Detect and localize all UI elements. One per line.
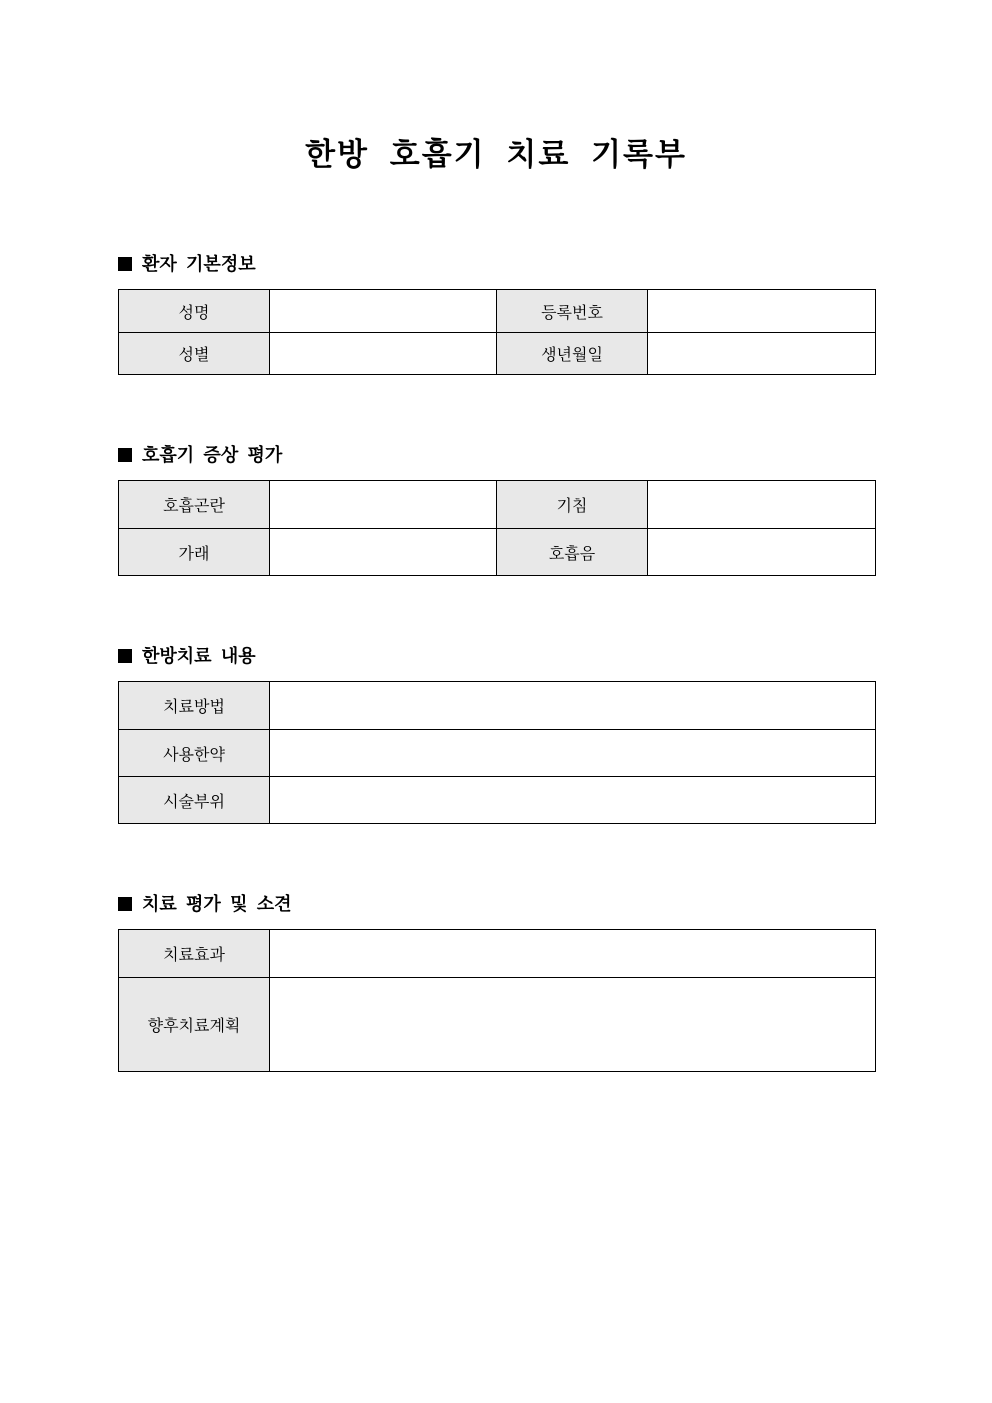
label-name: 성명	[119, 290, 270, 333]
label-treatment-site: 시술부위	[119, 777, 270, 824]
sputum-field[interactable]	[270, 529, 497, 576]
treatment-content-table	[118, 681, 876, 824]
section-heading-text: 환자 기본정보	[142, 254, 256, 275]
registration-number-field[interactable]	[648, 290, 876, 333]
square-bullet-icon	[118, 897, 132, 911]
section-heading-patient-info	[118, 253, 256, 277]
birth-date-field[interactable]	[648, 333, 876, 375]
table-row	[119, 777, 876, 824]
evaluation-table	[118, 929, 876, 1072]
table-row	[119, 290, 876, 333]
label-sputum: 가래	[119, 529, 270, 576]
section-heading-evaluation	[118, 893, 292, 917]
label-herbal-medicine: 사용한약	[119, 730, 270, 777]
dyspnea-field[interactable]	[270, 481, 497, 529]
table-row	[119, 730, 876, 777]
treatment-effect-field[interactable]	[270, 930, 876, 978]
table-row	[119, 481, 876, 529]
treatment-method-field[interactable]	[270, 682, 876, 730]
table-row	[119, 682, 876, 730]
section-heading-text: 호흡기 증상 평가	[142, 445, 283, 466]
label-breath-sounds: 호흡음	[497, 529, 648, 576]
table-row	[119, 930, 876, 978]
label-treatment-effect: 치료효과	[119, 930, 270, 978]
label-sex: 성별	[119, 333, 270, 375]
treatment-site-field[interactable]	[270, 777, 876, 824]
herbal-medicine-field[interactable]	[270, 730, 876, 777]
table-row	[119, 529, 876, 576]
label-cough: 기침	[497, 481, 648, 529]
label-future-treatment-plan: 향후치료계획	[119, 978, 270, 1072]
table-row	[119, 978, 876, 1072]
label-birth-date: 생년월일	[497, 333, 648, 375]
square-bullet-icon	[118, 257, 132, 271]
square-bullet-icon	[118, 448, 132, 462]
section-heading-treatment-content	[118, 645, 256, 669]
breath-sounds-field[interactable]	[648, 529, 876, 576]
sex-field[interactable]	[270, 333, 497, 375]
future-treatment-plan-field[interactable]	[270, 978, 876, 1072]
name-field[interactable]	[270, 290, 497, 333]
label-treatment-method: 치료방법	[119, 682, 270, 730]
table-row	[119, 333, 876, 375]
cough-field[interactable]	[648, 481, 876, 529]
patient-info-table	[118, 289, 876, 375]
label-dyspnea: 호흡곤란	[119, 481, 270, 529]
symptom-assessment-table	[118, 480, 876, 576]
document-title: 한방 호흡기 치료 기록부	[305, 137, 687, 173]
section-heading-text: 치료 평가 및 소견	[142, 894, 292, 915]
section-heading-text: 한방치료 내용	[142, 646, 256, 667]
label-registration-number: 등록번호	[497, 290, 648, 333]
square-bullet-icon	[118, 649, 132, 663]
section-heading-symptom-assessment	[118, 444, 282, 468]
